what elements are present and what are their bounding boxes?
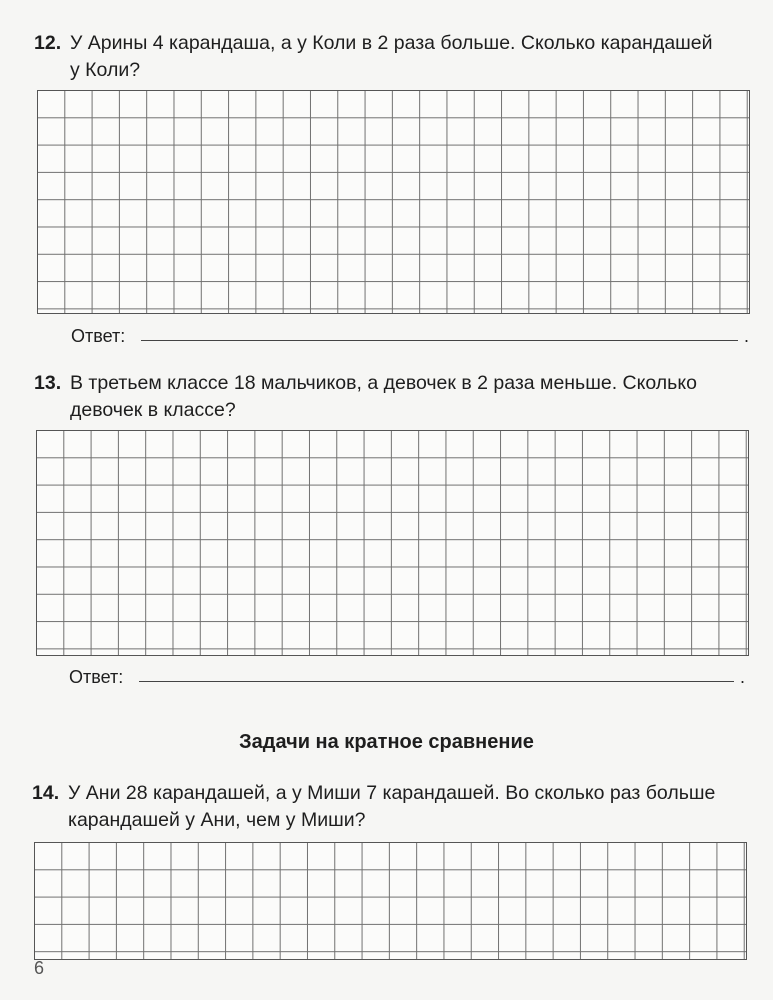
answer-grid-14[interactable] — [34, 842, 747, 960]
task-number: 12. — [34, 32, 62, 54]
task-text-line1: В третьем классе 18 мальчиков, а девочек в 2 раза меньше. Сколько — [70, 372, 697, 394]
task-text-line2: девочек в классе? — [70, 399, 236, 421]
answer-end-dot: . — [740, 667, 746, 687]
answer-row-13 — [69, 666, 749, 690]
answer-grid-12[interactable] — [37, 90, 750, 314]
answer-label: Ответ: — [71, 326, 126, 346]
page-number: 6 — [34, 958, 45, 978]
answer-grid-13[interactable] — [36, 430, 749, 656]
task-text-line2: карандашей у Ани, чем у Миши? — [68, 809, 366, 831]
task-text-line1: У Ани 28 карандашей, а у Миши 7 карандашей. Во сколько раз больше — [68, 782, 716, 804]
task-number: 14. — [32, 782, 60, 804]
answer-end-dot: . — [744, 326, 750, 346]
task-text-line2: у Коли? — [70, 59, 141, 81]
answer-row-12 — [71, 325, 751, 349]
answer-label: Ответ: — [69, 667, 124, 687]
answer-line[interactable] — [141, 340, 738, 341]
section-title: Задачи на кратное сравнение — [239, 731, 534, 753]
task-number: 13. — [34, 372, 62, 394]
task-text-line1: У Арины 4 карандаша, а у Коли в 2 раза больше. Сколько карандашей — [70, 32, 713, 54]
answer-line[interactable] — [139, 681, 734, 682]
